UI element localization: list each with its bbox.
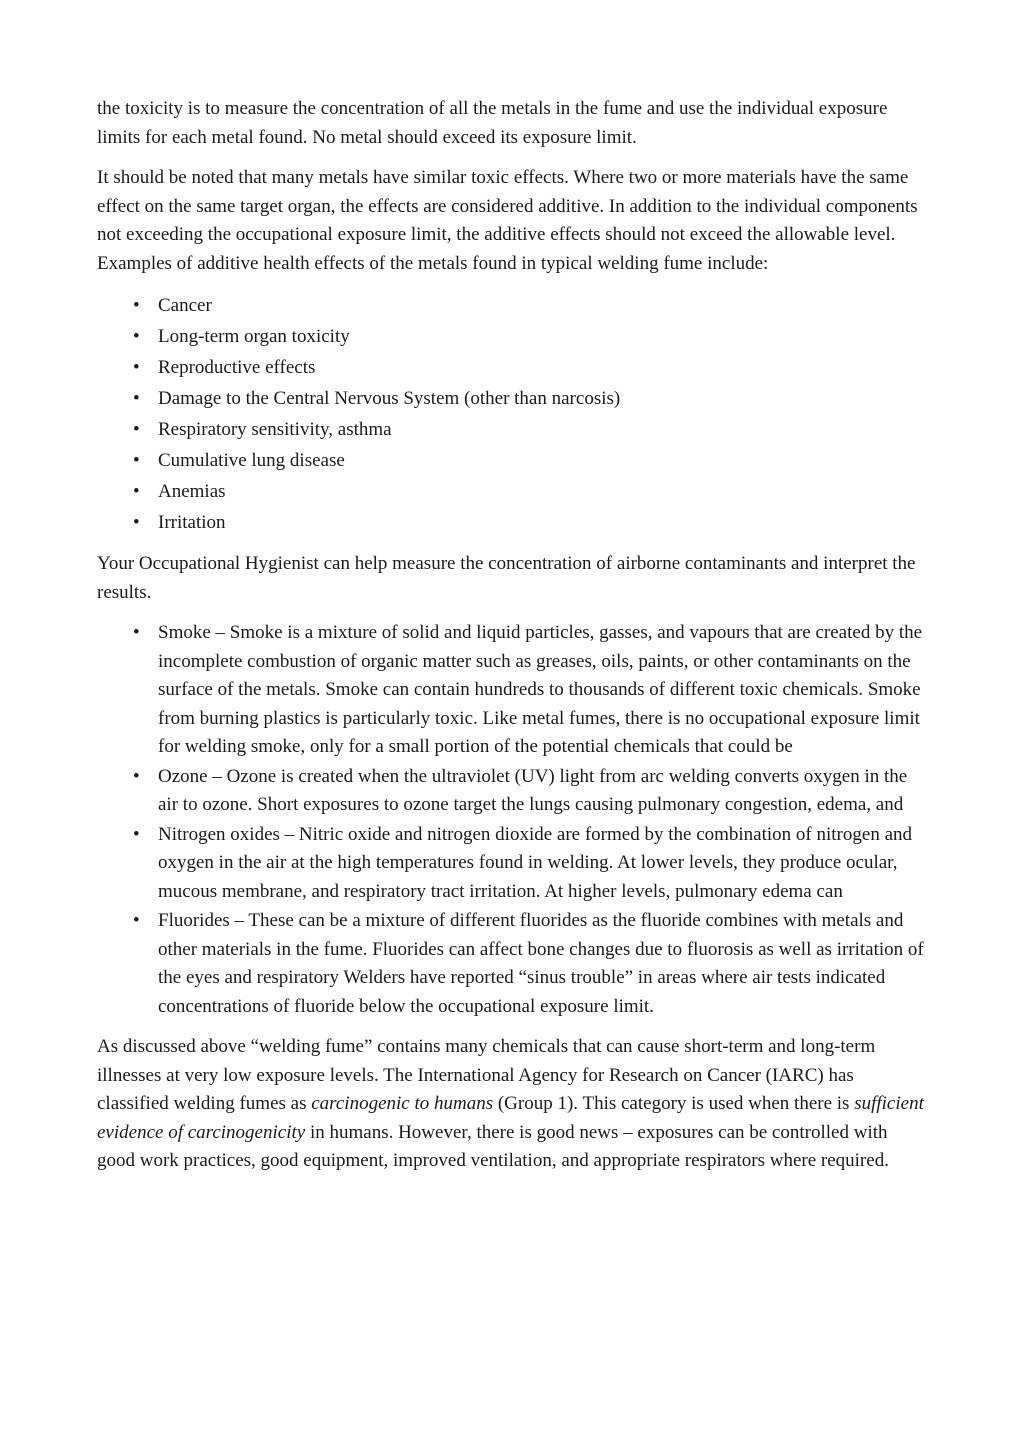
welding-fume-text-3: in humans. However, there is good news – exposures can be controlled with good work practices, good equipment, improved ventilation, and appropriate respirators where required. bbox=[97, 1121, 889, 1171]
list-item: • Irritation bbox=[158, 507, 929, 538]
health-effects-list bbox=[97, 290, 929, 538]
welding-fume-text-1: As discussed above “welding fume” contains many chemicals that can cause short-term and long-term illnesses at very low exposure levels. The International Agency for Research on Cancer (IARC) has classified welding fumes as bbox=[97, 1036, 876, 1114]
list-item: • Damage to the Central Nervous System (other than narcosis) bbox=[158, 383, 929, 414]
toxicity-paragraph: the toxicity is to measure the concentration of all the metals in the fume and use the individual exposure limits for each metal found. No metal should exceed its exposure limit. bbox=[97, 98, 888, 148]
list-item: • Ozone – Ozone is created when the ultraviolet (UV) light from arc welding converts oxygen in the air to ozone. Short exposures to ozone target the lungs causing pulmonary congestion, edema, and bbox=[158, 763, 929, 820]
list-item: • Cancer bbox=[158, 290, 929, 321]
list-item: • Smoke – Smoke is a mixture of solid and liquid particles, gasses, and vapours that are created by the incomplete combustion of organic matter such as greases, oils, paints, or other contaminants on the surface of the metals. Smoke can contain hundreds to thousands of different toxic chemicals. Smoke from burning plastics is particularly toxic. Like metal fumes, there is no occupational exposure limit for welding smoke, only for a small portion of the potential chemicals that could be bbox=[158, 619, 929, 762]
welding-fume-text-2: (Group 1). This category is used when there is bbox=[493, 1093, 855, 1114]
list-item: • Respiratory sensitivity, asthma bbox=[158, 414, 929, 445]
list-item: • Nitrogen oxides – Nitric oxide and nitrogen dioxide are formed by the combination of nitrogen and oxygen in the air at the high temperatures found in welding. At lower levels, they produce ocular, mucous membrane, and respiratory tract irritation. At higher levels, pulmonary edema can bbox=[158, 821, 929, 907]
hygienist-paragraph: Your Occupational Hygienist can help measure the concentration of airborne contaminants and interpret the results. bbox=[97, 553, 916, 603]
list-item: • Reproductive effects bbox=[158, 352, 929, 383]
list-item: • Anemias bbox=[158, 476, 929, 507]
list-item: • Fluorides – These can be a mixture of different fluorides as the fluoride combines with metals and other materials in the fume. Fluorides can affect bone changes due to fluorosis as well as irritation of the eyes and respiratory Welders have reported “sinus trouble” in areas where air tests indicated concentrations of fluoride below the occupational exposure limit. bbox=[158, 907, 929, 1021]
list-item: • Long-term organ toxicity bbox=[158, 321, 929, 352]
carcinogenic-emphasis: carcinogenic to humans bbox=[311, 1093, 494, 1114]
list-item: • Cumulative lung disease bbox=[158, 445, 929, 476]
evidence-emphasis: sufficient evidence of carcinogenicity bbox=[97, 1093, 924, 1143]
welding-fume-paragraph bbox=[97, 1033, 929, 1176]
document-page bbox=[97, 95, 929, 1188]
additive-effects-paragraph: It should be noted that many metals have similar toxic effects. Where two or more materials have the same effect on the same target organ, the effects are considered additive. In addition to the individual components not exceeding the occupational exposure limit, the additive effects should not exceed the allowable level. Examples of additive health effects of the metals found in typical welding fume include: bbox=[97, 167, 918, 274]
contaminants-list bbox=[97, 619, 929, 1021]
